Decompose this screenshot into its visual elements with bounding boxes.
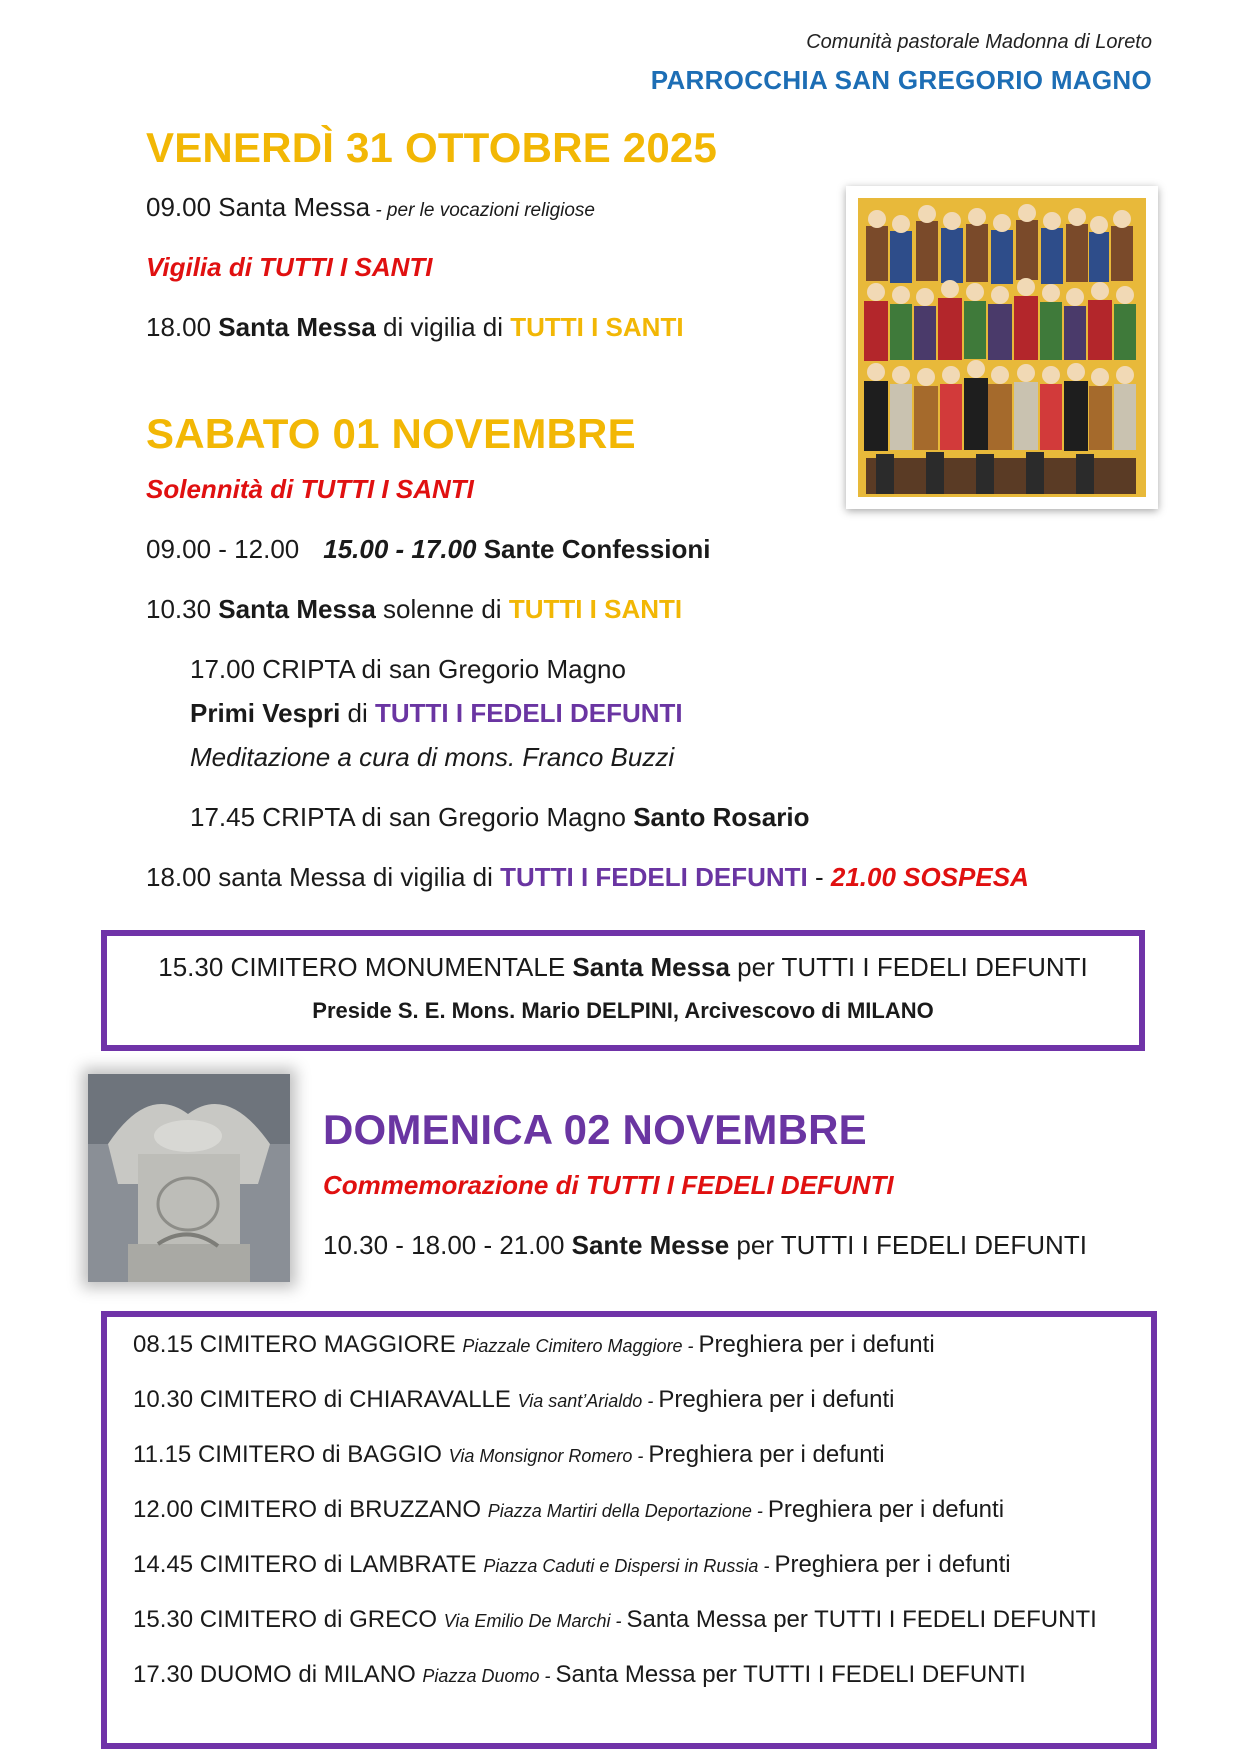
saturday-evening-line (146, 862, 1029, 893)
angel-of-grief-image (88, 1074, 290, 1282)
rosary-line (190, 802, 809, 833)
list-item (133, 1551, 1011, 1579)
friday-mass-line (146, 192, 595, 223)
friday-vigil: Vigilia di TUTTI I SANTI (146, 252, 433, 282)
meditation-line: Meditazione a cura di mons. Franco Buzzi (190, 742, 675, 772)
list-item (133, 1331, 935, 1359)
list-item (133, 1441, 885, 1469)
cemetery-event: Preghiera per i defunti (774, 1551, 1011, 1578)
cemetery-place: Piazzale Cimitero Maggiore - (462, 1336, 699, 1356)
confessions-label: Sante Confessioni (476, 534, 711, 564)
sunday-title: DOMENICA 02 NOVEMBRE (323, 1106, 867, 1153)
cemetery-place: Piazza Martiri della Deportazione - (487, 1501, 768, 1521)
cemetery-name: 17.30 DUOMO di MILANO (133, 1661, 423, 1688)
cemetery-place: Piazza Caduti e Dispersi in Russia - (483, 1556, 775, 1576)
cemetery-name: 14.45 CIMITERO di LAMBRATE (133, 1551, 484, 1578)
sunday-commemoration: Commemorazione di TUTTI I FEDELI DEFUNTI (323, 1170, 894, 1200)
vespers-line (190, 698, 683, 729)
saturday-solemnity: Solennità di TUTTI I SANTI (146, 474, 474, 504)
crypt-vespers-time: 17.00 CRIPTA di san Gregorio Magno (190, 654, 626, 684)
cemeteries-box (101, 1311, 1157, 1749)
friday-evening-text: di vigilia di (375, 312, 511, 342)
cemetery-event: Santa Messa per TUTTI I FEDELI DEFUNTI (555, 1661, 1026, 1688)
list-item (133, 1606, 1097, 1634)
sunday-masses-text: per TUTTI I FEDELI DEFUNTI (729, 1230, 1087, 1260)
saturday-mass-feast: TUTTI I SANTI (508, 594, 683, 624)
cemetery-event: Preghiera per i defunti (767, 1496, 1005, 1523)
sunday-masses-time: 10.30 - 18.00 - 21.00 (323, 1230, 572, 1260)
monumentale-presider: Preside S. E. Mons. Mario DELPINI, Arcivescovo di MILANO (312, 998, 934, 1023)
cemetery-name: 15.30 CIMITERO di GRECO (133, 1606, 444, 1633)
monumentale-place: 15.30 CIMITERO MONUMENTALE (158, 952, 573, 982)
cemetery-name: 11.15 CIMITERO di BAGGIO (133, 1441, 449, 1468)
monumentale-mass: Santa Messa (572, 952, 730, 982)
friday-title: VENERDÌ 31 OTTOBRE 2025 (146, 124, 718, 171)
parish-name: PARROCCHIA SAN GREGORIO MAGNO (650, 65, 1152, 95)
cemetery-place: Via Emilio De Marchi - (443, 1611, 627, 1631)
cemetery-place: Via sant’Arialdo - (517, 1391, 659, 1411)
cemetery-event: Preghiera per i defunti (698, 1331, 935, 1358)
cemetery-name: 10.30 CIMITERO di CHIARAVALLE (133, 1386, 518, 1413)
saturday-mass-bold: Santa Messa (218, 594, 376, 624)
sunday-masses-line (323, 1230, 1087, 1261)
cemetery-place: Piazza Duomo - (422, 1666, 556, 1686)
monumentale-for: per TUTTI I FEDELI DEFUNTI (729, 952, 1088, 982)
community-name: Comunità pastorale Madonna di Loreto (806, 31, 1152, 53)
saturday-evening-text: 18.00 santa Messa di vigilia di (146, 862, 501, 892)
confessions-time-morning: 09.00 - 12.00 (146, 534, 300, 564)
friday-mass-note: - per le vocazioni religiose (370, 200, 595, 221)
friday-evening-bold: Santa Messa (218, 312, 376, 342)
angel-statue-icon (88, 1074, 290, 1282)
saturday-evening-feast: TUTTI I FEDELI DEFUNTI (500, 862, 808, 892)
saturday-evening-sep: - (807, 862, 831, 892)
suspended-mass: 21.00 SOSPESA (830, 862, 1029, 892)
saturday-mass-time: 10.30 (146, 594, 219, 624)
confessions-time-afternoon: 15.00 - 17.00 (323, 534, 477, 564)
crypt-rosary-time: 17.45 CRIPTA di san Gregorio Magno (190, 802, 634, 832)
cemetery-place: Via Monsignor Romero - (448, 1446, 649, 1466)
list-item (133, 1496, 1004, 1524)
monumentale-line (107, 952, 1139, 983)
friday-evening-time: 18.00 (146, 312, 219, 342)
monumentale-box (101, 930, 1145, 1051)
friday-evening-feast: TUTTI I SANTI (510, 312, 684, 342)
saturday-mass-line (146, 594, 682, 625)
vespers-bold: Primi Vespri (190, 698, 341, 728)
rosary-label: Santo Rosario (633, 802, 810, 832)
saturday-mass-text: solenne di (375, 594, 509, 624)
all-saints-image (846, 186, 1158, 509)
cemetery-name: 12.00 CIMITERO di BRUZZANO (133, 1496, 488, 1523)
vespers-feast: TUTTI I FEDELI DEFUNTI (375, 698, 683, 728)
saints-illustration-icon (846, 186, 1158, 509)
saturday-title: SABATO 01 NOVEMBRE (146, 410, 636, 457)
list-item (133, 1661, 1026, 1689)
sunday-masses-bold: Sante Messe (571, 1230, 730, 1260)
cemetery-event: Preghiera per i defunti (648, 1441, 885, 1468)
list-item (133, 1386, 894, 1414)
friday-mass-time: 09.00 Santa Messa (146, 192, 371, 222)
vespers-text: di (340, 698, 375, 728)
cemetery-name: 08.15 CIMITERO MAGGIORE (133, 1331, 463, 1358)
confessions-line (146, 534, 711, 565)
cemetery-event: Santa Messa per TUTTI I FEDELI DEFUNTI (626, 1606, 1097, 1633)
cemetery-event: Preghiera per i defunti (658, 1386, 895, 1413)
friday-evening-line (146, 312, 684, 343)
